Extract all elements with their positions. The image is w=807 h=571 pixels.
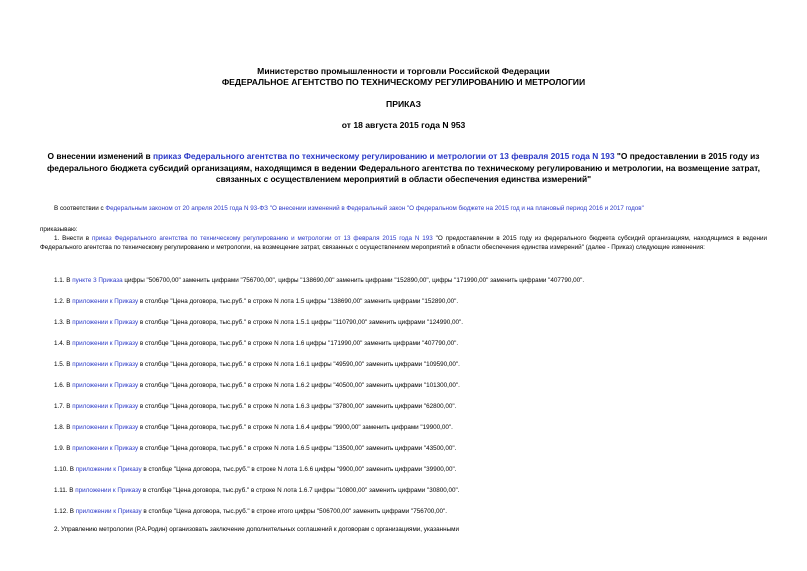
title-prefix: О внесении изменений в [47, 151, 153, 161]
subitem-text: в столбце "Цена договора, тыс.руб." в строке N лота 1.6.5 цифры "13500,00" заменить цифрами "43500,00". [138, 445, 457, 452]
federal-law-link[interactable]: Федеральным законом от 20 апреля 2015 года N 93-ФЗ "О внесении изменений в Федеральный закон "О федеральном бюджете на 2015 год и на плановый период 2016 и 2017 годов" [105, 205, 644, 212]
subitem-text: в столбце "Цена договора, тыс.руб." в строке N лота 1.6.2 цифры "40500,00" заменить цифрами "101300,00". [138, 382, 460, 389]
subitem-text: в столбце "Цена договора, тыс.руб." в строке N лота 1.6 цифры "171990,00" заменить цифрами "407790,00". [138, 340, 459, 347]
item-1-order-link[interactable]: приказ Федерального агентства по техническому регулированию и метрологии от 13 февраля 2015 года N 193 [91, 235, 433, 242]
subitem-1-9 [54, 445, 456, 454]
subitem-number: 1.10. В [54, 466, 76, 473]
subitem-link[interactable]: приложении к Приказу [72, 340, 139, 347]
document-date-number: от 18 августа 2015 года N 953 [341, 120, 466, 130]
subitem-link[interactable]: приложении к Приказу [72, 382, 139, 389]
subitem-1-10 [54, 466, 456, 475]
subitem-text: в столбце "Цена договора, тыс.руб." в строке N лота 1.6.3 цифры "37800,00" заменить цифрами "62800,00". [138, 403, 457, 410]
item-2: 2. Управлению метрологии (Р.А.Родин) организовать заключение дополнительных соглашений к договорам с организациями, указанными [54, 526, 459, 533]
subitem-1-1 [54, 277, 584, 286]
subitem-text: в столбце "Цена договора, тыс.руб." в строке N лота 1.6.6 цифры "9900,00" заменить цифрами "39900,00". [141, 466, 457, 473]
subitem-1-2 [54, 298, 458, 307]
subitem-1-7 [54, 403, 456, 412]
subitem-number: 1.9. В [54, 445, 73, 452]
item-1 [40, 235, 767, 253]
subitem-1-11 [54, 487, 459, 496]
subitem-link[interactable]: приложении к Приказу [72, 445, 139, 452]
subitem-1-5 [54, 361, 460, 370]
subitem-link[interactable]: приложении к Приказу [75, 508, 142, 515]
item-1-suffix: "О предоставлении в 2015 году из федерального бюджета субсидий организациям, находящимся в ведении Федерального агентства по техническому регулированию и метрологии, на возмещение затрат, связанных с осуществлением мероприятий в области обеспечения единства измерений" (далее - Приказ) следующие изменения: [40, 235, 767, 251]
preamble [54, 205, 644, 214]
subitem-text: в столбце "Цена договора, тыс.руб." в строке N лота 1.5 цифры "138690,00" заменить цифрами "152890,00". [138, 298, 459, 305]
title-order-link[interactable]: приказ Федерального агентства по техническому регулированию и метрологии от 13 февраля 2015 года N 193 [152, 151, 615, 161]
subitem-number: 1.11. В [54, 487, 76, 494]
subitem-link[interactable]: приложении к Приказу [75, 466, 142, 473]
subitem-number: 1.12. В [54, 508, 76, 515]
subitem-link[interactable]: приложении к Приказу [72, 403, 139, 410]
subitem-link[interactable]: приложении к Приказу [72, 424, 139, 431]
subitem-number: 1.7. В [54, 403, 73, 410]
subitem-1-8 [54, 424, 453, 433]
subitem-text: в столбце "Цена договора, тыс.руб." в строке итого цифры "506700,00" заменить цифрами "756700,00". [141, 508, 447, 515]
subitem-link[interactable]: приложении к Приказу [75, 487, 142, 494]
title-suffix: "О предоставлении в 2015 году из федерального бюджета субсидий организациям, находящимся в ведении Федерального агентства по техническому регулированию и метрологии, на возмещение затрат, связанных с осуществлением мероприятий в области обеспечения единства измерений" [47, 151, 760, 185]
subitem-text: в столбце "Цена договора, тыс.руб." в строке N лота 1.6.7 цифры "10800,00" заменить цифрами "30800,00". [141, 487, 460, 494]
subitem-link[interactable]: пункте 3 Приказа [72, 277, 123, 284]
subitem-1-6 [54, 382, 460, 391]
subitem-1-3 [54, 319, 463, 328]
ministry-name: Министерство промышленности и торговли Российской Федерации [257, 66, 550, 76]
subitem-number: 1.5. В [54, 361, 73, 368]
subitem-number: 1.6. В [54, 382, 73, 389]
item-1-prefix: 1. Внести в [54, 235, 92, 242]
subitem-text: цифры "506700,00" заменить цифрами "756700,00", цифры "138690,00" заменить цифрами "152890,00", цифры "171990,00" заменить цифрами "407790,00". [122, 277, 585, 284]
subitem-number: 1.1. В [54, 277, 73, 284]
subitem-number: 1.3. В [54, 319, 73, 326]
subitem-link[interactable]: приложении к Приказу [72, 298, 139, 305]
document-title [40, 151, 767, 186]
order-word: приказываю: [40, 226, 78, 233]
subitem-text: в столбце "Цена договора, тыс.руб." в строке N лота 1.5.1 цифры "110790,00" заменить цифрами "124990,00". [138, 319, 463, 326]
agency-name: ФЕДЕРАЛЬНОЕ АГЕНТСТВО ПО ТЕХНИЧЕСКОМУ РЕГУЛИРОВАНИЮ И МЕТРОЛОГИИ [221, 77, 586, 87]
subitem-text: в столбце "Цена договора, тыс.руб." в строке N лота 1.6.1 цифры "49590,00" заменить цифрами "109590,00". [138, 361, 460, 368]
subitem-number: 1.2. В [54, 298, 73, 305]
subitem-1-12 [54, 508, 447, 517]
subitem-1-4 [54, 340, 458, 349]
subitem-link[interactable]: приложении к Приказу [72, 361, 139, 368]
subitem-link[interactable]: приложении к Приказу [72, 319, 139, 326]
subitem-number: 1.8. В [54, 424, 73, 431]
subitem-text: в столбце "Цена договора, тыс.руб." в строке N лота 1.6.4 цифры "9900,00" заменить цифрами "19900,00". [138, 424, 453, 431]
document-type: ПРИКАЗ [386, 99, 421, 109]
subitem-number: 1.4. В [54, 340, 73, 347]
preamble-prefix: В соответствии с [54, 205, 106, 212]
